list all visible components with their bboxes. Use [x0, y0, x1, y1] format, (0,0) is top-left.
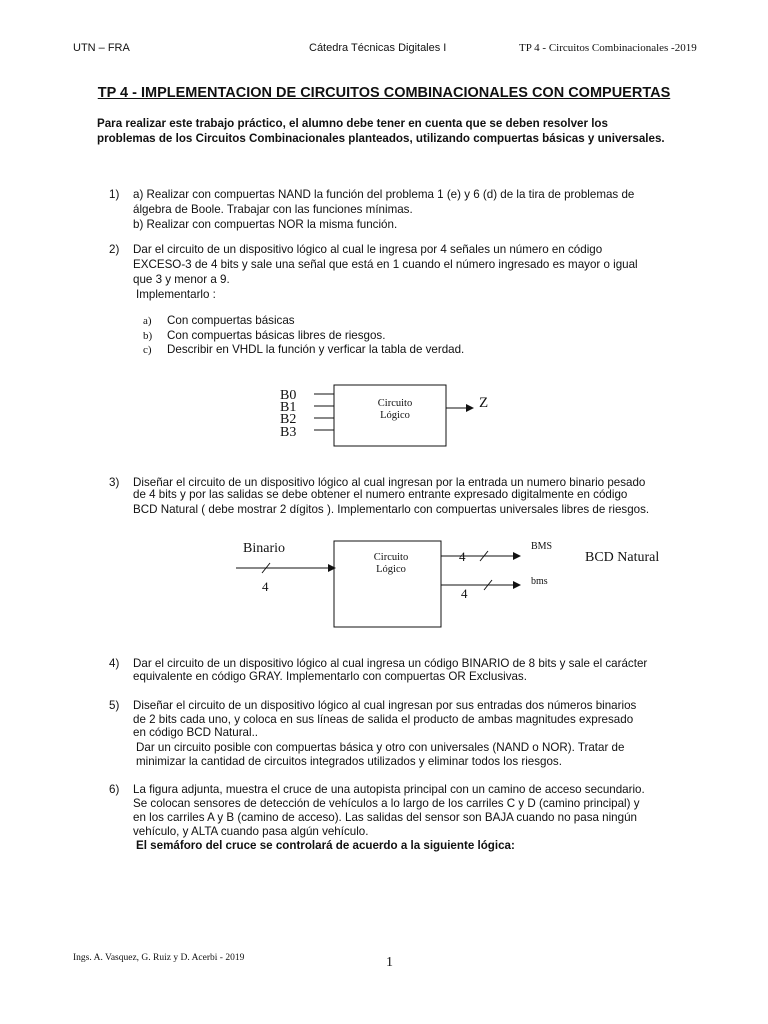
item-5-line-2: de 2 bits cada uno, y coloca en sus líneas de salida el producto de ambas magnitudes expresado [133, 713, 634, 726]
item-3-line-1: Diseñar el circuito de un dispositivo lógico al cual ingresan por la entrada un numero binario pesado [133, 476, 646, 489]
item-3-number: 3) [109, 476, 120, 489]
item-6-line-3: en los carriles A y B (camino de acceso). Las salidas del sensor son BAJA cuando no pasa ningún [133, 811, 637, 824]
item-3-line-2: de 4 bits y por las salidas se debe obtener el numero entrante expresado digitalmente en código [133, 488, 628, 501]
item-6-number: 6) [109, 783, 120, 796]
item-5-number: 5) [109, 699, 120, 712]
logic-block-2-label-line-1: Circuito [373, 552, 409, 563]
item-6-line-5: El semáforo del cruce se controlará de acuerdo a la siguiente lógica: [136, 839, 515, 852]
input-width-label: 4 [262, 579, 269, 594]
input-arrow-icon [328, 564, 336, 572]
header-left: UTN – FRA [73, 42, 130, 54]
input-label-b3: B3 [280, 425, 297, 440]
item-2-line-1: Dar el circuito de un dispositivo lógico al cual le ingresa por 4 señales un número en código [133, 243, 603, 256]
output-lsb-label: bms [531, 576, 548, 587]
item-4-line-1: Dar el circuito de un dispositivo lógico al cual ingresa un código BINARIO de 8 bits y sale el carácter [133, 657, 648, 670]
item-2-sub-b-text: Con compuertas básicas libres de riesgos. [167, 329, 386, 342]
item-4-number: 4) [109, 657, 120, 670]
input-label-b2: B2 [280, 412, 297, 427]
item-4-line-2: equivalente en código GRAY. Implementarlo con compuertas OR Exclusivas. [133, 670, 527, 683]
output-bms-arrow-icon [513, 552, 521, 560]
output-bms-width-label: 4 [459, 549, 466, 564]
output-label-bcd: BCD Natural [585, 550, 660, 565]
item-2-line-2: EXCESO-3 de 4 bits y sale una señal que está en 1 cuando el número ingresado es mayor o igual [133, 258, 638, 271]
item-2-sub-b-label: b) [143, 330, 153, 342]
output-lsb-arrow-icon [513, 581, 521, 589]
item-2-sub-a-text: Con compuertas básicas [167, 314, 295, 327]
item-6-line-2: Se colocan sensores de detección de vehículos a lo largo de los carriles C y D (camino principal) y [133, 797, 640, 810]
header-right: TP 4 - Circuitos Combinacionales -2019 [519, 42, 697, 54]
logic-block-1-label-line-2: Lógico [380, 410, 410, 421]
logic-block-1-label-line-1: Circuito [377, 398, 413, 409]
intro-paragraph: Para realizar este trabajo práctico, el alumno debe tener en cuenta que se deben resolver los problemas de los Circuitos Combinacionales planteados, utilizando compuertas básicas y universales. [97, 117, 665, 145]
input-label-b0: B0 [280, 388, 297, 403]
logic-block-2-label-line-2: Lógico [376, 564, 406, 575]
item-5-line-3: en código BCD Natural.. [133, 726, 259, 739]
item-2-line-3: que 3 y menor a 9. [133, 273, 230, 286]
page-title: TP 4 - IMPLEMENTACION DE CIRCUITOS COMBINACIONALES CON COMPUERTAS [97, 85, 671, 101]
output-arrow-icon [466, 404, 474, 412]
item-1-line-1: a) Realizar con compuertas NAND la función del problema 1 (e) y 6 (d) de la tira de problemas de [133, 188, 635, 201]
item-5-line-4: Dar un circuito posible con compuertas básica y otro con universales (NAND o NOR). Tratar de [136, 741, 625, 754]
item-1-number: 1) [109, 188, 120, 201]
item-1-line-2: álgebra de Boole. Trabajar con las funciones mínimas. [133, 203, 413, 216]
item-2-sub-c-text: Describir en VHDL la función y verficar la tabla de verdad. [167, 343, 465, 356]
circuit-diagram-2 [230, 535, 680, 635]
circuit-diagram-1 [270, 380, 510, 455]
input-label-b1: B1 [280, 400, 297, 415]
footer-authors: Ings. A. Vasquez, G. Ruiz y D. Acerbi - 2019 [73, 953, 245, 963]
item-6-line-4: vehículo, y ALTA cuando pasa algún vehículo. [133, 825, 369, 838]
item-3-line-3: BCD Natural ( debe mostrar 2 dígitos ). Implementarlo con compuertas universales libres de riesgos. [133, 503, 650, 516]
item-2-sub-a-label: a) [143, 315, 152, 327]
item-5-line-5: minimizar la cantidad de circuitos integrados utilizados y eliminar todos los riesgos. [136, 755, 562, 768]
output-lsb-width-label: 4 [461, 586, 468, 601]
item-1-line-3: b) Realizar con compuertas NOR la misma función. [133, 218, 398, 231]
header-center: Cátedra Técnicas Digitales I [309, 42, 447, 54]
item-2-number: 2) [109, 243, 120, 256]
input-label-binario: Binario [243, 541, 285, 556]
item-2-sub-c-label: c) [143, 344, 152, 356]
item-5-line-1: Diseñar el circuito de un dispositivo lógico al cual ingresan por sus entradas dos números binarios [133, 699, 637, 712]
item-2-line-4: Implementarlo : [136, 288, 216, 301]
item-6-line-1: La figura adjunta, muestra el cruce de una autopista principal con un camino de acceso secundario. [133, 783, 645, 796]
page-number: 1 [386, 955, 393, 970]
output-bms-label: BMS [531, 541, 553, 552]
output-label-z: Z [479, 395, 489, 411]
